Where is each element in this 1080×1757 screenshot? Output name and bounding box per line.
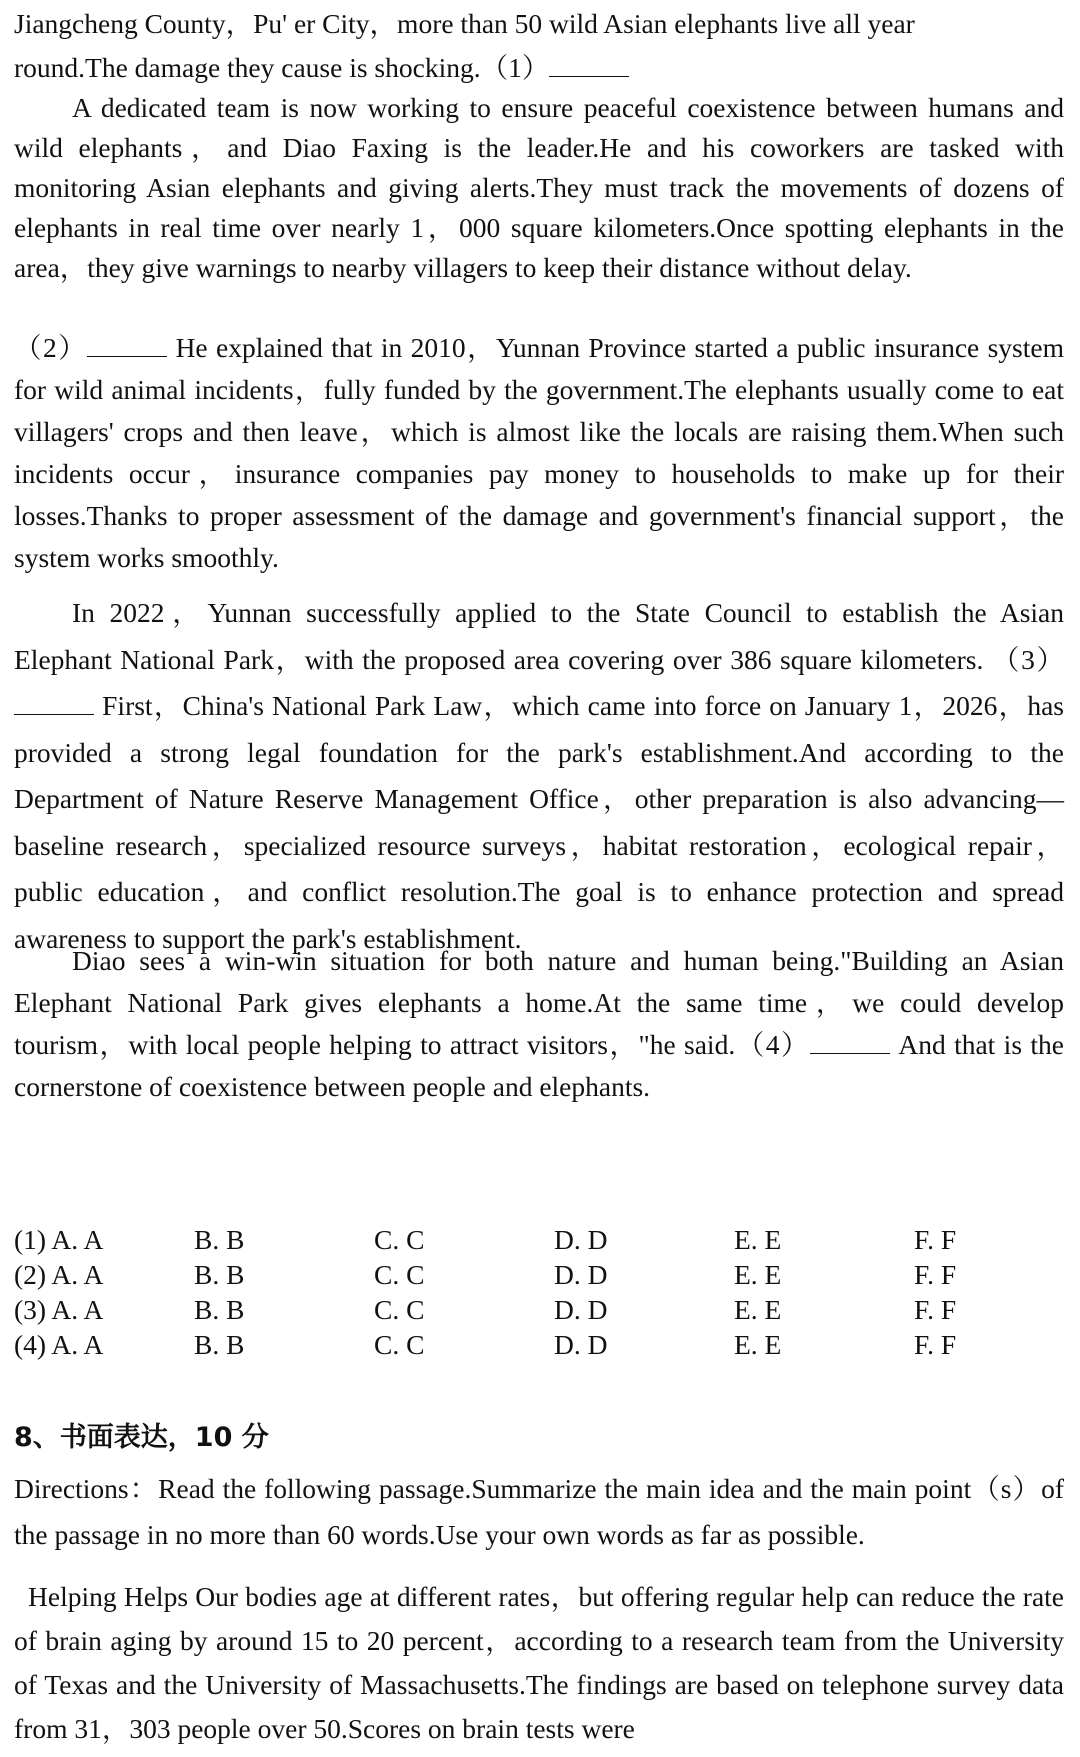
section-8-passage: Helping Helps Our bodies age at different rates，but offering regular help can reduce the rate of brain aging by around 15 to 20 percent，according to a research team from the University of Texas and the University of Massachusetts.The findings are based on telephone survey data from 31，303 people over 50.Scores on brain tests were <box>14 1581 1064 1744</box>
option-e[interactable]: E. E <box>734 1259 782 1290</box>
paragraph-5-text-a: Diao sees a win-win situation for both nature and human being."Building an Asian Elephant National Park gives elephants a home.At the same time，we could develop tourism，with local people helping to attract visitors，"he said. <box>14 945 1064 1060</box>
option-c[interactable]: C. C <box>374 1259 425 1290</box>
option-c[interactable]: C. C <box>374 1224 425 1255</box>
paragraph-3-text: He explained that in 2010，Yunnan Province started a public insurance system for wild animal incidents，fully funded by the government.The elephants usually come to eat villagers' crops and then leave，which is almost like the locals are raising them.When such incidents occur，insurance companies pay money to households to make up for their losses.Thanks to proper assessment of the damage and government's financial support，the system works smoothly. <box>14 332 1064 573</box>
question-label-3: （3） <box>991 643 1065 675</box>
question-label-2: （2） <box>14 332 88 363</box>
option-d[interactable]: D. D <box>554 1329 608 1360</box>
passage-paragraph-5 <box>14 940 1064 1108</box>
option-c[interactable]: C. C <box>374 1294 425 1325</box>
paragraph-1-line-2: round.The damage they cause is shocking.（1） <box>14 52 550 83</box>
answer-blank-1[interactable] <box>549 48 629 77</box>
option-a[interactable]: (3) A. A <box>14 1294 104 1325</box>
option-b[interactable]: B. B <box>194 1329 245 1360</box>
passage-paragraph-3 <box>14 327 1064 579</box>
option-d[interactable]: D. D <box>554 1224 608 1255</box>
passage-paragraph-1 <box>14 2 1064 90</box>
section-8-heading: 8、书面表达，10 分 <box>14 1422 269 1453</box>
option-f[interactable]: F. F <box>914 1259 957 1290</box>
answer-blank-2[interactable] <box>87 328 167 357</box>
paragraph-5-text-b: And that is the cornerstone of coexistence between people and elephants. <box>14 1029 1064 1102</box>
options-row-4 <box>14 1328 1064 1362</box>
option-a[interactable]: (4) A. A <box>14 1329 104 1360</box>
section-8-directions: Directions：Read the following passage.Summarize the main idea and the main point（s）of the passage in no more than 60 words.Use your own words as far as possible. <box>14 1473 1064 1550</box>
option-a[interactable]: (1) A. A <box>14 1224 104 1255</box>
paragraph-4-text-a: In 2022，Yunnan successfully applied to the State Council to establish the Asian Elephant National Park，with the proposed area covering over 386 square kilometers. <box>14 597 1064 675</box>
options-row-1 <box>14 1223 1064 1257</box>
option-f[interactable]: F. F <box>914 1329 957 1360</box>
option-b[interactable]: B. B <box>194 1294 245 1325</box>
passage-paragraph-2: A dedicated team is now working to ensure peaceful coexistence between humans and wild elephants，and Diao Faxing is the leader.He and his coworkers are tasked with monitoring Asian elephants and giving alerts.They must track the movements of dozens of elephants in real time over nearly 1，000 square kilometers.Once spotting elephants in the area，they give warnings to nearby villagers to keep their distance without delay. <box>14 92 1064 283</box>
option-a[interactable]: (2) A. A <box>14 1259 104 1290</box>
option-e[interactable]: E. E <box>734 1329 782 1360</box>
option-b[interactable]: B. B <box>194 1259 245 1290</box>
question-label-4: （4） <box>735 1029 810 1060</box>
passage-paragraph-4 <box>14 590 1064 962</box>
answer-blank-3[interactable] <box>14 686 94 715</box>
option-f[interactable]: F. F <box>914 1224 957 1255</box>
options-row-3 <box>14 1293 1064 1327</box>
option-f[interactable]: F. F <box>914 1294 957 1325</box>
option-e[interactable]: E. E <box>734 1294 782 1325</box>
answer-blank-4[interactable] <box>810 1025 890 1054</box>
options-row-2 <box>14 1258 1064 1292</box>
option-d[interactable]: D. D <box>554 1294 608 1325</box>
option-c[interactable]: C. C <box>374 1329 425 1360</box>
option-d[interactable]: D. D <box>554 1259 608 1290</box>
option-b[interactable]: B. B <box>194 1224 245 1255</box>
paragraph-1-line-1: Jiangcheng County，Pu' er City，more than 50 wild Asian elephants live all year <box>14 8 915 39</box>
paragraph-4-text-b: First，China's National Park Law，which came into force on January 1，2026，has provided a strong legal foundation for the park's establishment.And according to the Department of Nature Reserve Management Office，other preparation is also advancing— baseline research，specialized resource surveys，habitat restoration，ecological repair，public education，and conflict resolution.The goal is to enhance protection and spread awareness to support the park's establishment. <box>14 690 1064 954</box>
option-e[interactable]: E. E <box>734 1224 782 1255</box>
